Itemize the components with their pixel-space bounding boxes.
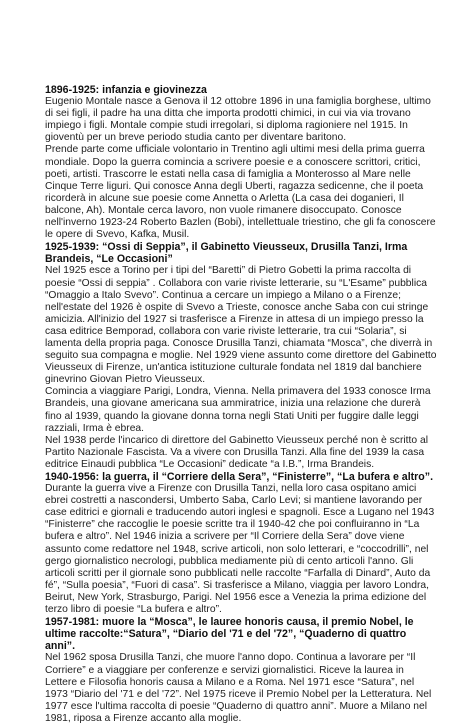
paragraph: Eugenio Montale nasce a Genova il 12 ottobre 1896 in una famiglia borghese, ultimo di sei figli, il padre ha una ditta che importa prodotti chimici, in cui via via trovano impiego i figli. Montale compie studi irregolari, si diploma ragioniere nel 1915. In gioventù per un breve periodo studia canto per diventare baritono. bbox=[45, 96, 431, 144]
document-page bbox=[45, 84, 437, 725]
paragraph: Nel 1962 sposa Drusilla Tanzi, che muore l'anno dopo. Continua a lavorare per “Il Corriere” e a viaggiare per conferenze e servizi giornalistici. Riceve la laurea in Lettere e Filosofia honoris causa a Milano e a Roma. Nel 1971 esce “Satura”, nel 1973 “Diario del '71 e del '72”. Nel 1975 riceve il Premio Nobel per la Letteratura. Nel 1977 esce l'ultima raccolta di poesie “Quaderno di quattro anni”. Muore a Milano nel 1981, riposa a Firenze accanto alla moglie. bbox=[45, 652, 432, 724]
section-heading: 1957-1981: muore la “Mosca”, le lauree honoris causa, il premio Nobel, le ultime raccolte:“Satura”, “Diario del '71 e del '72”, “Quaderno di quattro anni”. bbox=[45, 616, 414, 653]
paragraph: Nel 1925 esce a Torino per i tipi del “Baretti” di Pietro Gobetti la prima raccolta di poesie “Ossi di seppia” . Collabora con varie riviste letterarie, su “L'Esame” pubblica “Omaggio a Italo Svevo”. Continua a cercare un impiego a Milano o a Firenze; nell'estate del 1926 è ospite di Svevo a Trieste, conosce anche Saba con cui stringe amicizia. All'inizio del 1927 si trasferisce a Firenze in attesa di un impiego presso la casa editrice Bemporad, collabora con varie riviste letterarie, tra cui “Solaria”, si lamenta della propria paga. Conosce Drusilla Tanzi, chiamata “Mosca”, che diverrà in seguito sua compagna e moglie. Nel 1929 viene assunto come direttore del Gabinetto Vieusseux di Firenze, un'antica istituzione culturale fondata nel 1819 dal banchiere ginevrino Giovan Pietro Vieusseux. bbox=[45, 265, 437, 386]
section-heading: 1940-1956: la guerra, il “Corriere della Sera”, “Finisterre”, “La bufera e altro”. bbox=[45, 471, 434, 483]
paragraph: Comincia a viaggiare Parigi, Londra, Vienna. Nella primavera del 1933 conosce Irma Brandeis, una giovane americana sua ammiratrice, inizia una relazione che durerà fino al 1939, quando la giovane donna torna negli Stati Uniti per fuggire dalle leggi razziali, Irma è ebrea. bbox=[45, 386, 431, 434]
paragraph: Durante la guerra vive a Firenze con Drusilla Tanzi, nella loro casa ospitano amici ebrei costretti a nascondersi, Umberto Saba, Carlo Levi; si mantiene lavorando per case editrici e giornali e traducendo autori inglesi e spagnoli. Esce a Lugano nel 1943 “Finisterre” che raccoglie le poesie scritte tra il 1940-42 che poi confluiranno in “La bufera e altro”. Nel 1946 inizia a scrivere per “Il Corriere della Sera” dove viene assunto come redattore nel 1948, scrive articoli, non solo letterari, e “coccodrilli”, nel gergo giornalistico necrologi, pubblica mediamente più di cento articoli l'anno. Gli articoli scritti per il giornale sono pubblicati nelle raccolte “Farfalla di Dinard”, Auto da fé”, “Sulla poesia”, “Fuori di casa”. Si trasferisce a Milano, viaggia per lavoro Londra, Beirut, New York, Strasburgo, Parigi. Nel 1956 esce a Venezia la prima edizione del terzo libro di poesie “La bufera e altro”. bbox=[45, 483, 435, 616]
section-heading: 1925-1939: “Ossi di Seppia”, il Gabinetto Vieusseux, Drusilla Tanzi, Irma Brandeis, “Le Occasioni” bbox=[45, 241, 408, 266]
paragraph: Prende parte come ufficiale volontario in Trentino agli ultimi mesi della prima guerra mondiale. Dopo la guerra comincia a scrivere poesie e a conoscere scrittori, critici, poeti, artisti. Trascorre le estati nella casa di famiglia a Monterosso al Mare nelle Cinque Terre liguri. Qui conosce Anna degli Uberti, ragazza sedicenne, che il poeta ricorderà in alcune sue poesie come Annetta o Arletta (La casa dei doganieri, Il balcone, Ah). Montale cerca lavoro, non vuole rimanere disoccupato. Conosce nell'inverno 1923-24 Roberto Bazlen (Bobi), intellettuale triestino, che gli fa conoscere le opere di Svevo, Kafka, Musil. bbox=[45, 144, 436, 241]
paragraph: Nel 1938 perde l'incarico di direttore del Gabinetto Vieusseux perché non è scritto al Partito Nazionale Fascista. Va a vivere con Drusilla Tanzi. Alla fine del 1939 la casa editrice Einaudi pubblica “Le Occasioni” dedicate “a I.B.”, Irma Brandeis. bbox=[45, 434, 428, 470]
section-heading: 1896-1925: infanzia e giovinezza bbox=[45, 84, 207, 96]
